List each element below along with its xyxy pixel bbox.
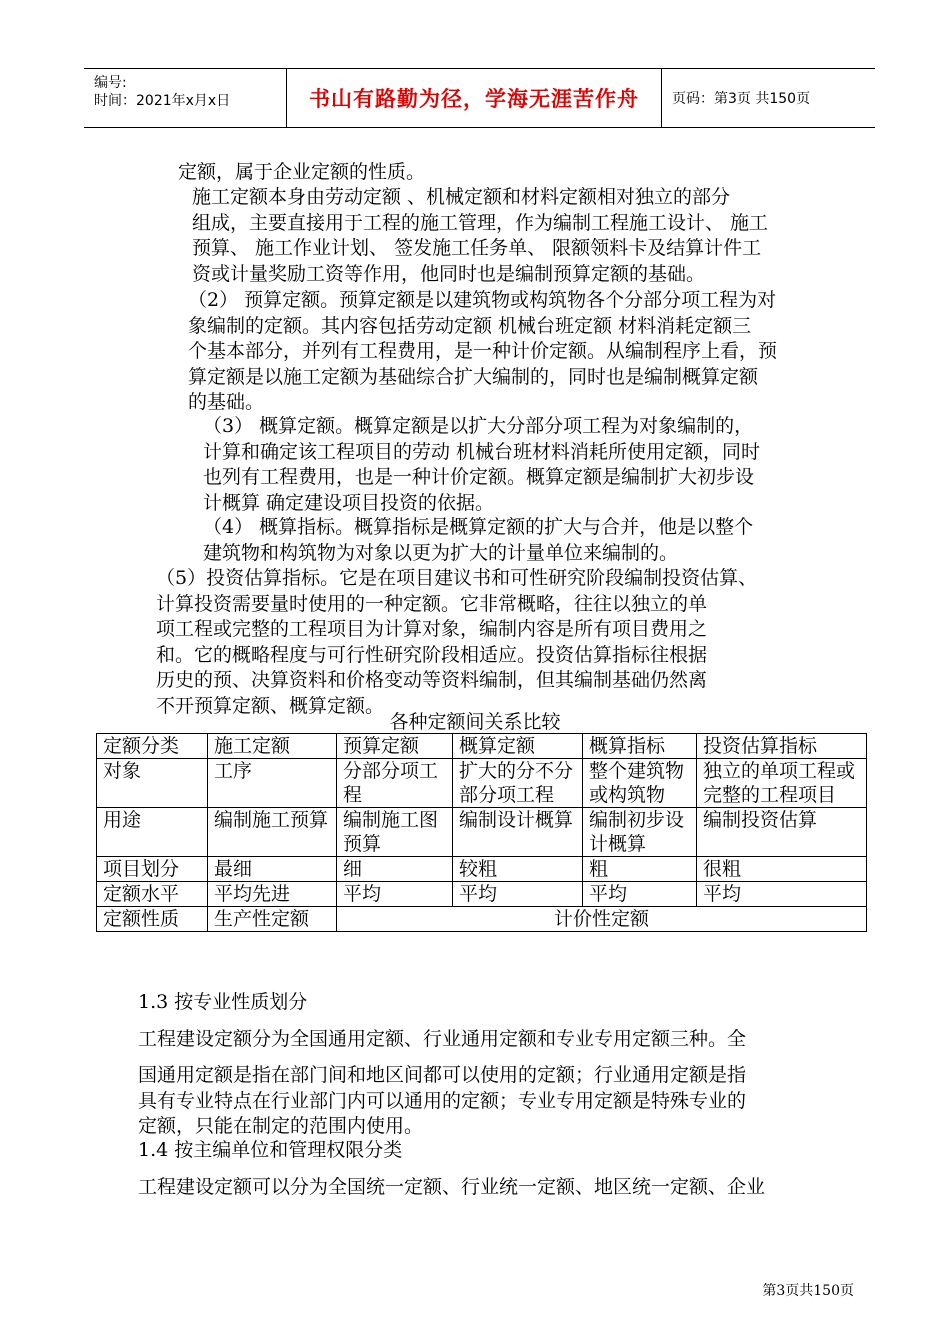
table-cell: 概算指标	[583, 734, 697, 759]
text-line: 算定额是以施工定额为基础综合扩大编制的，同时也是编制概算定额	[188, 365, 759, 388]
text-line: （2） 预算定额。预算定额是以建筑物或构筑物各个分部分项工程为对	[188, 289, 777, 311]
table-cell: 编制投资估算	[697, 808, 867, 857]
table-cell: 平均	[583, 882, 697, 907]
text-line: 组成，主要直接用于工程的施工管理，作为编制工程施工设计、 施工	[192, 211, 769, 234]
text-line: 历史的预、决算资料和价格变动等资料编制，但其编制基础仍然离	[156, 669, 708, 691]
comparison-table	[96, 733, 867, 932]
table-cell: 平均	[697, 882, 867, 907]
text-line: （3） 概算定额。概算定额是以扩大分部分项工程为对象编制的，	[203, 415, 754, 437]
text-line: 不开预算定额、概算定额。	[156, 694, 385, 717]
number-label: 编号:	[94, 75, 127, 91]
text-line: 工程建设定额可以分为全国统一定额、行业统一定额、地区统一定额、企业	[138, 1176, 766, 1198]
paragraph-investment-index	[156, 566, 856, 719]
section-1-4-line1	[138, 1175, 856, 1201]
text-line: 也列有工程费用，也是一种计价定额。概算定额是编制扩大初步设	[203, 466, 755, 488]
text-line: （4） 概算指标。概算指标是概算定额的扩大与合并，他是以整个	[203, 516, 754, 538]
footer-page-number: 第3页共150页	[762, 1283, 854, 1299]
table-cell: 预算定额	[337, 734, 453, 759]
header-motto: 书山有路勤为径，学海无涯苦作舟	[287, 69, 662, 127]
table-cell: 粗	[583, 857, 697, 882]
table-cell: 编制施工图预算	[337, 808, 453, 857]
table-header-row	[97, 734, 867, 759]
paragraph-construction-quota	[192, 185, 856, 287]
text-line: 和。它的概略程度与可行性研究阶段相适应。投资估算指标往根据	[156, 643, 708, 666]
table-cell: 概算定额	[453, 734, 583, 759]
header-meta	[84, 69, 287, 127]
table-cell: 编制施工预算	[208, 808, 337, 857]
table-cell: 细	[337, 857, 453, 882]
table-cell: 很粗	[697, 857, 867, 882]
text-line: 资或计量奖励工资等作用，他同时也是编制预算定额的基础。	[192, 262, 706, 285]
table-cell: 用途	[97, 808, 208, 857]
table-cell: 分部分项工程	[337, 759, 453, 808]
section-1-3-line1	[138, 1027, 856, 1053]
table-cell: 投资估算指标	[697, 734, 867, 759]
table-cell: 生产性定额	[208, 907, 337, 932]
table-cell: 整个建筑物或构筑物	[583, 759, 697, 808]
date-label: 时间：2021年x月x日	[94, 93, 231, 109]
table-cell: 独立的单项工程或完整的工程项目	[697, 759, 867, 808]
paragraph-budget-quota	[188, 288, 856, 416]
table-cell: 定额性质	[97, 907, 208, 932]
text-line: 1.4 按主编单位和管理权限分类	[138, 1139, 403, 1161]
table-cell: 平均	[453, 882, 583, 907]
table-cell: 定额分类	[97, 734, 208, 759]
text-line: 国通用定额是指在部门间和地区间都可以使用的定额；行业通用定额是指	[138, 1064, 747, 1086]
header-page-info: 页码：第3页 共150页	[672, 91, 811, 107]
text-line: 计算和确定该工程项目的劳动 机械台班材料消耗所使用定额，同时	[203, 440, 761, 463]
text-line: 定额，只能在制定的范围内使用。	[138, 1115, 424, 1137]
table-cell: 编制设计概算	[453, 808, 583, 857]
table-cell: 最细	[208, 857, 337, 882]
table-cell: 平均先进	[208, 882, 337, 907]
text-line: 项工程或完整的工程项目为计算对象，编制内容是所有项目费用之	[156, 618, 708, 640]
text-line: 的基础。	[188, 391, 265, 413]
text-line: 象编制的定额。其内容包括劳动定额 机械台班定额 材料消耗定额三	[188, 314, 752, 337]
text-line: 计概算 确定建设项目投资的依据。	[203, 491, 495, 514]
table-caption: 各种定额间关系比较	[389, 711, 561, 733]
table-cell: 扩大的分不分部分项工程	[453, 759, 583, 808]
table-cell: 项目划分	[97, 857, 208, 882]
table-cell: 对象	[97, 759, 208, 808]
text-line: 施工定额本身由劳动定额 、机械定额和材料定额相对独立的部分	[192, 186, 731, 208]
text-line: 预算、 施工作业计划、 签发施工任务单、 限额领料卡及结算计件工	[192, 237, 762, 259]
text-line: （5）投资估算指标。它是在项目建议书和可性研究阶段编制投资估算、	[156, 567, 758, 589]
header-table	[84, 68, 875, 128]
table-row	[97, 882, 867, 907]
table-cell: 施工定额	[208, 734, 337, 759]
text-line: 计算投资需要量时使用的一种定额。它非常概略，往往以独立的单	[156, 592, 708, 615]
text-line: 定额，属于企业定额的性质。	[178, 161, 426, 183]
text-line: 具有专业特点在行业部门内可以通用的定额；专业专用定额是特殊专业的	[138, 1089, 747, 1112]
section-1-4-title	[138, 1138, 638, 1164]
section-1-3-title	[138, 990, 638, 1016]
table-row	[97, 857, 867, 882]
paragraph-estimate-quota	[203, 414, 856, 516]
section-1-3-body	[138, 1063, 856, 1140]
table-row	[97, 808, 867, 857]
text-line: 工程建设定额分为全国通用定额、行业通用定额和专业专用定额三种。全	[138, 1028, 747, 1050]
table-cell: 工序	[208, 759, 337, 808]
text-line: 建筑物和构筑物为对象以更为扩大的计量单位来编制的。	[203, 541, 679, 564]
table-row	[97, 759, 867, 808]
table-cell: 较粗	[453, 857, 583, 882]
table-cell: 定额水平	[97, 882, 208, 907]
paragraph-0	[178, 160, 878, 186]
table-cell: 平均	[337, 882, 453, 907]
text-line: 个基本部分，并列有工程费用，是一种计价定额。从编制程序上看，预	[188, 340, 778, 362]
paragraph-estimate-index	[203, 515, 856, 566]
table-row-nature	[97, 907, 867, 932]
text-line: 1.3 按专业性质划分	[138, 991, 308, 1013]
table-cell: 编制初步设计概算	[583, 808, 697, 857]
table-cell: 计价性定额	[337, 907, 867, 932]
